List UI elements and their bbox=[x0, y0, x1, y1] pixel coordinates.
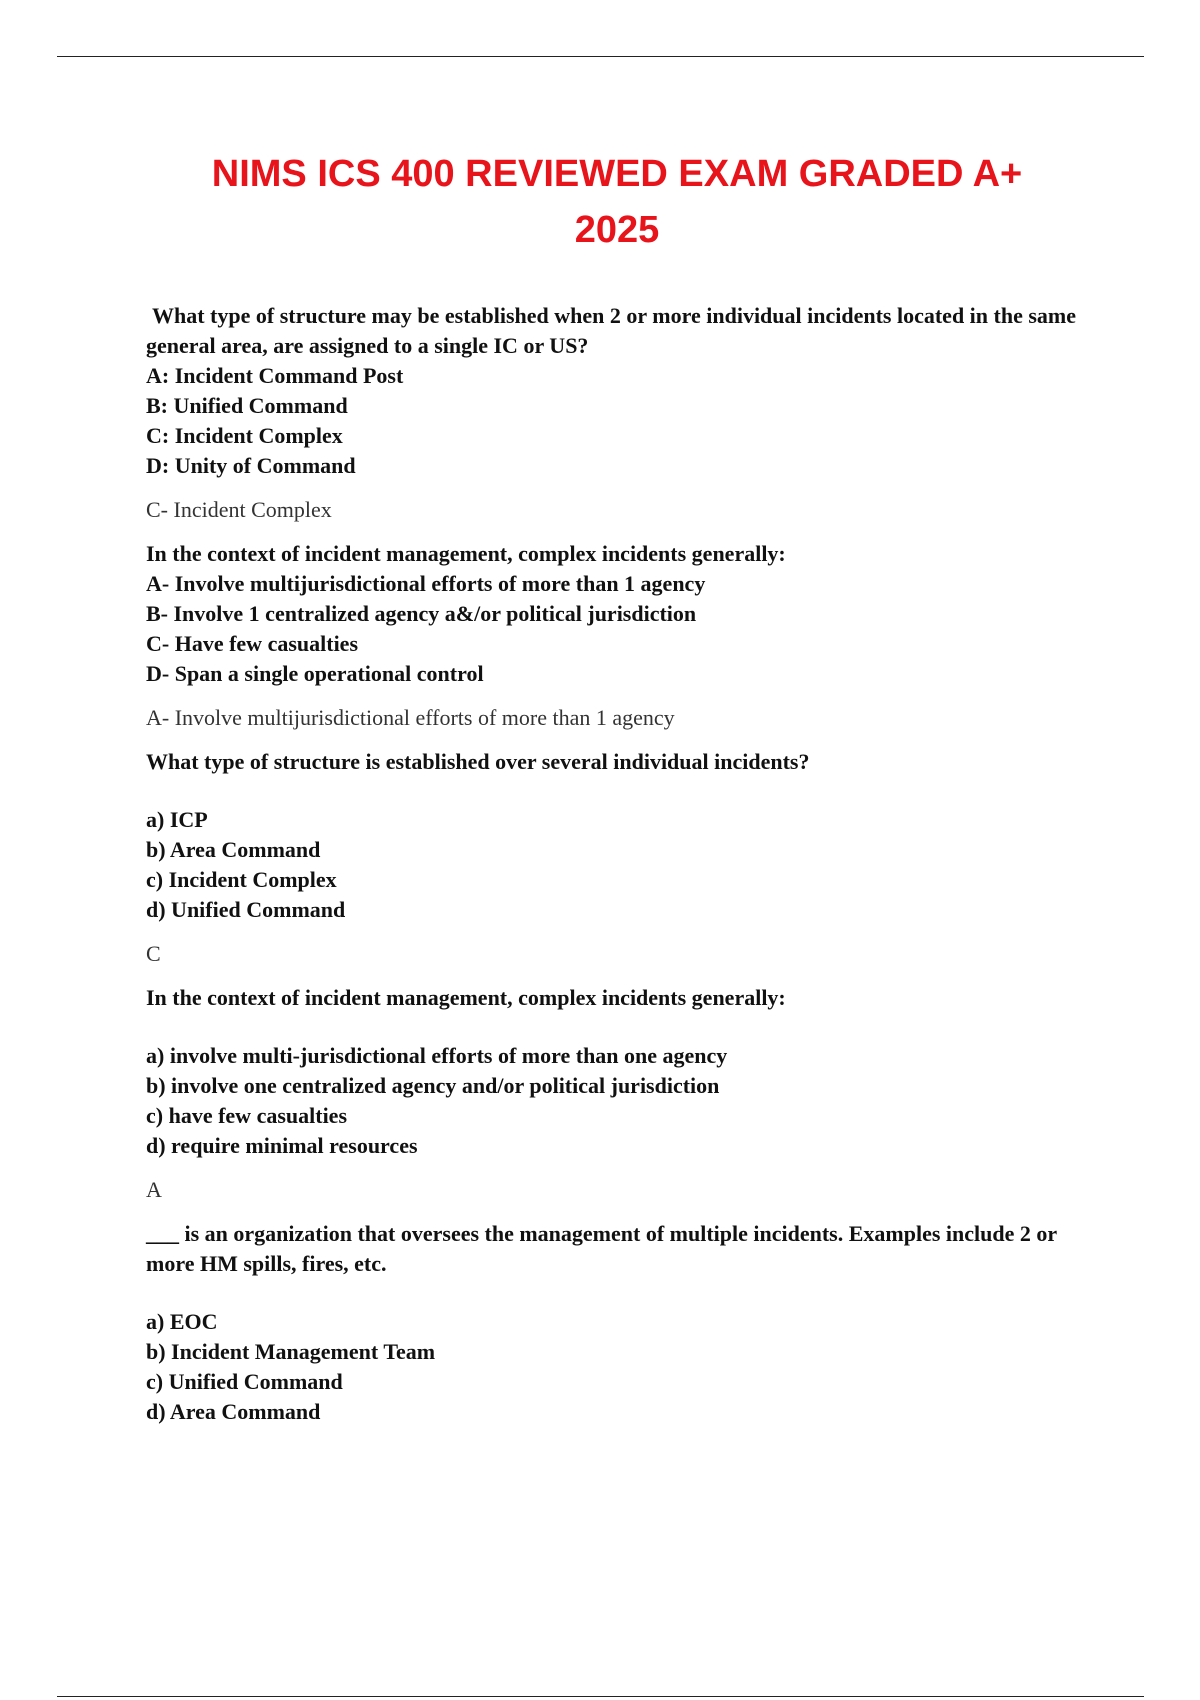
question-list bbox=[146, 301, 1096, 1427]
option-item: b) Incident Management Team bbox=[146, 1339, 436, 1364]
question-block bbox=[146, 1219, 1096, 1427]
question-block bbox=[146, 539, 1096, 733]
option-item: C- Have few casualties bbox=[146, 631, 359, 656]
option-item: c) Incident Complex bbox=[146, 867, 337, 892]
question-block bbox=[146, 983, 1096, 1205]
option-item: b) Area Command bbox=[146, 837, 321, 862]
question-block bbox=[146, 301, 1096, 525]
title-line-1: NIMS ICS 400 REVIEWED EXAM GRADED A+ bbox=[211, 153, 1023, 195]
spacer bbox=[146, 1013, 1096, 1041]
spacer bbox=[146, 1279, 1096, 1307]
option-item: d) Area Command bbox=[146, 1399, 321, 1424]
option-list bbox=[146, 1307, 1096, 1427]
option-item: b) involve one centralized agency and/or political jurisdiction bbox=[146, 1073, 720, 1098]
option-item: a) involve multi-jurisdictional efforts of more than one agency bbox=[146, 1043, 728, 1068]
option-item: c) have few casualties bbox=[146, 1103, 348, 1128]
option-item: A: Incident Command Post bbox=[146, 363, 404, 388]
option-item: d) Unified Command bbox=[146, 897, 346, 922]
option-list bbox=[146, 569, 1096, 689]
question-text: ___ is an organization that oversees the management of multiple incidents. Examples include 2 or more HM spills, fires, etc. bbox=[146, 1221, 1057, 1276]
question-text: What type of structure is established over several individual incidents? bbox=[146, 749, 810, 774]
option-item: D- Span a single operational control bbox=[146, 661, 484, 686]
option-item: a) EOC bbox=[146, 1309, 218, 1334]
option-item: c) Unified Command bbox=[146, 1369, 343, 1394]
option-item: B: Unified Command bbox=[146, 393, 348, 418]
question-text: What type of structure may be established when 2 or more individual incidents located in the same general area, are assigned to a single IC or US? bbox=[146, 303, 1077, 358]
option-list bbox=[146, 805, 1096, 925]
answer-text: A bbox=[146, 1177, 162, 1202]
answer-text: C bbox=[146, 941, 161, 966]
question-text: In the context of incident management, complex incidents generally: bbox=[146, 541, 786, 566]
option-item: A- Involve multijurisdictional efforts of more than 1 agency bbox=[146, 571, 706, 596]
option-list bbox=[146, 361, 1096, 481]
spacer bbox=[146, 777, 1096, 805]
option-item: B- Involve 1 centralized agency a&/or political jurisdiction bbox=[146, 601, 697, 626]
option-list bbox=[146, 1041, 1096, 1161]
question-text: In the context of incident management, complex incidents generally: bbox=[146, 985, 786, 1010]
option-item: D: Unity of Command bbox=[146, 453, 356, 478]
answer-text: A- Involve multijurisdictional efforts of more than 1 agency bbox=[146, 705, 675, 730]
answer-text: C- Incident Complex bbox=[146, 497, 332, 522]
option-item: C: Incident Complex bbox=[146, 423, 343, 448]
page-title bbox=[0, 146, 1200, 258]
top-rule bbox=[57, 56, 1144, 57]
title-line-2: 2025 bbox=[574, 209, 660, 251]
question-block bbox=[146, 747, 1096, 969]
option-item: a) ICP bbox=[146, 807, 208, 832]
bottom-rule bbox=[57, 1696, 1144, 1697]
option-item: d) require minimal resources bbox=[146, 1133, 418, 1158]
